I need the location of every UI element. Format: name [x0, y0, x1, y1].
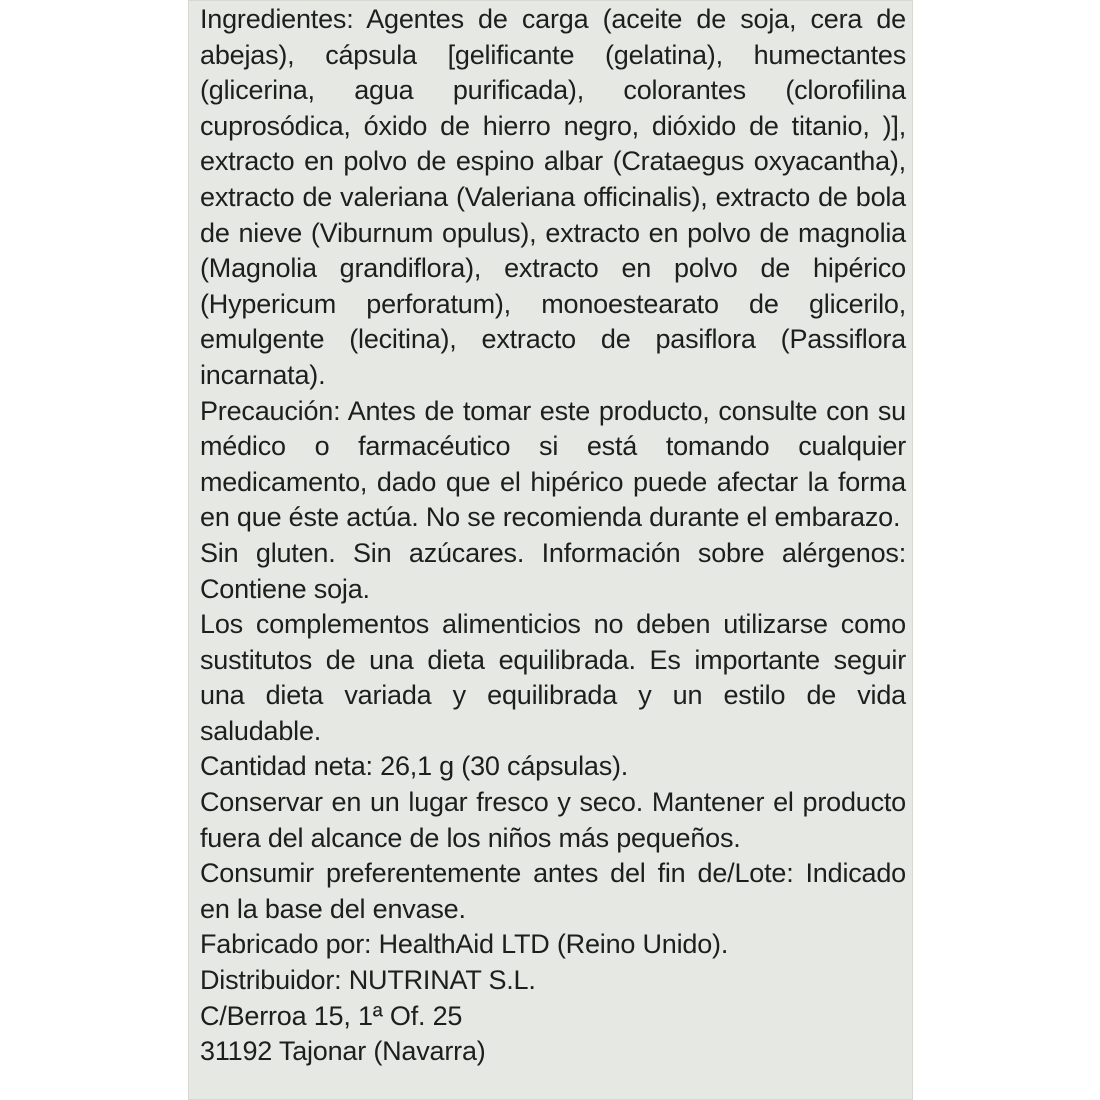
address-line-2: 31192 Tajonar (Navarra) — [200, 1036, 486, 1067]
supplement-notice-paragraph: Los complementos alimenticios no deben utilizarse como sustitutos de una dieta equilibrada. Es importante seguir una dieta variada y equilibrada y un estilo de vida saludable. — [200, 609, 906, 746]
manufacturer-line: Fabricado por: HealthAid LTD (Reino Unido). — [200, 929, 729, 960]
label-text-block — [200, 2, 906, 1070]
storage-paragraph: Conservar en un lugar fresco y seco. Mantener el producto fuera del alcance de los niños más pequeños. — [200, 787, 906, 853]
best-before-paragraph: Consumir preferentemente antes del fin de/Lote: Indicado en la base del envase. — [200, 858, 906, 924]
net-quantity: Cantidad neta: 26,1 g (30 cápsulas). — [200, 751, 629, 782]
ingredients-paragraph: Ingredientes: Agentes de carga (aceite de soja, cera de abejas), cápsula [gelificante (gelatina), humectantes (glicerina, agua purificada), colorantes (clorofilina cuprosódica, óxido de hierro negro, dióxido de titanio, )], extracto en polvo de espino albar (Crataegus oxyacantha), extracto de valeriana (Valeriana officinalis), extracto de bola de nieve (Viburnum opulus), extracto en polvo de magnolia (Magnolia grandiflora), extracto en polvo de hipérico (Hypericum perforatum), monoestearato de glicerilo, emulgente (lecitina), extracto de pasiflora (Passiflora incarnata). — [200, 4, 906, 390]
allergens-paragraph: Sin gluten. Sin azúcares. Información sobre alérgenos: Contiene soja. — [200, 537, 906, 604]
distributor-line: Distribuidor: NUTRINAT S.L. — [200, 965, 536, 996]
caution-paragraph: Precaución: Antes de tomar este producto, consulte con su médico o farmacéutico si está tomando cualquier medicamento, dado que el hipérico puede afectar la forma en que éste actúa. No se recomienda durante el embarazo. — [200, 395, 906, 533]
address-line-1: C/Berroa 15, 1ª Of. 25 — [200, 1000, 463, 1031]
